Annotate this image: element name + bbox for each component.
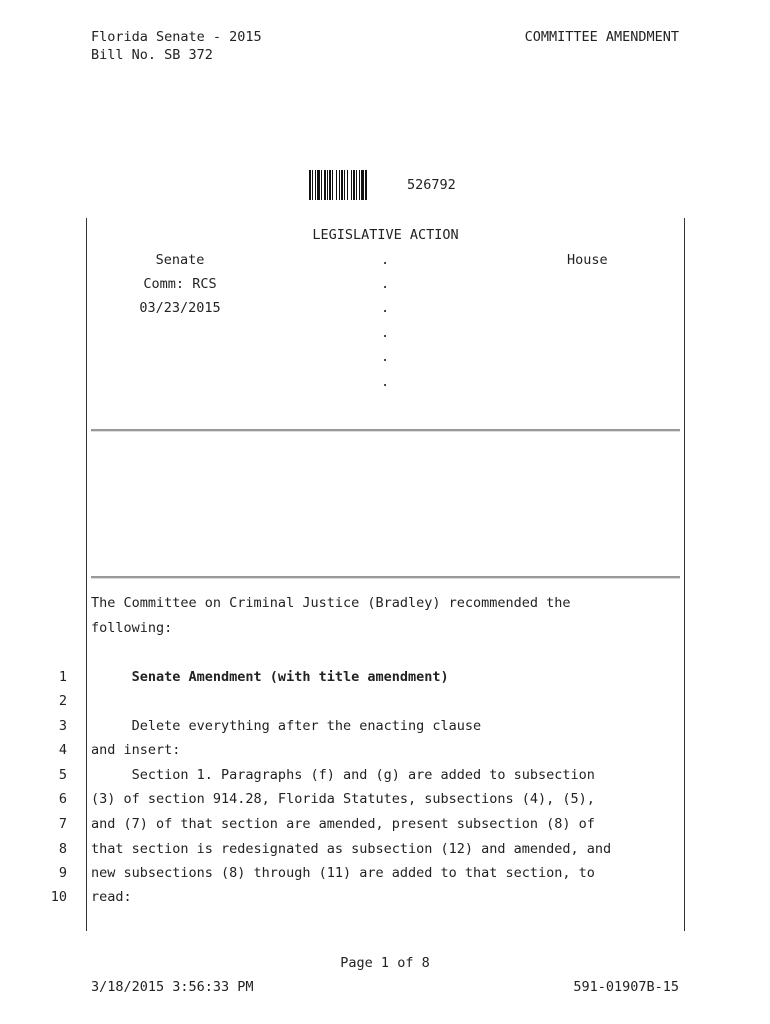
amendment-line: Delete everything after the enacting clause — [91, 718, 482, 734]
line-number: 3 — [58, 718, 67, 734]
line-number: 2 — [58, 693, 67, 709]
action-dot: . — [381, 349, 390, 365]
senate-action-date: 03/23/2015 — [139, 300, 221, 316]
senate-committee-action: Comm: RCS — [143, 276, 217, 292]
left-margin-line — [86, 218, 87, 931]
line-number: 9 — [58, 865, 67, 881]
section-divider-bottom — [91, 576, 680, 579]
amendment-line: and (7) of that section are amended, present subsection (8) of — [91, 816, 595, 832]
amendment-line: read: — [91, 889, 132, 905]
barcode-image — [309, 170, 401, 200]
section-divider-top — [91, 429, 680, 432]
amendment-heading: Senate Amendment (with title amendment) — [91, 669, 449, 685]
amendment-line: (3) of section 914.28, Florida Statutes, subsections (4), (5), — [91, 791, 595, 807]
action-dot: . — [381, 276, 390, 292]
legislative-action-title: LEGISLATIVE ACTION — [312, 227, 459, 243]
page-number: Page 1 of 8 — [340, 955, 430, 971]
senate-year: Florida Senate - 2015 — [91, 29, 262, 45]
line-number: 1 — [58, 669, 67, 685]
line-number: 6 — [58, 791, 67, 807]
footer-timestamp: 3/18/2015 3:56:33 PM — [91, 979, 254, 995]
intro-line: The Committee on Criminal Justice (Bradley) recommended the — [91, 595, 571, 611]
amendment-line: Section 1. Paragraphs (f) and (g) are added to subsection — [91, 767, 595, 783]
bill-number: Bill No. SB 372 — [91, 47, 213, 63]
line-number: 7 — [58, 816, 67, 832]
amendment-line: new subsections (8) through (11) are added to that section, to — [91, 865, 595, 881]
line-number: 4 — [58, 742, 67, 758]
action-dot: . — [381, 300, 390, 316]
intro-line: following: — [91, 620, 173, 636]
action-dot: . — [381, 252, 390, 268]
house-label: House — [567, 252, 608, 268]
footer-doc-id: 591-01907B-15 — [573, 979, 679, 995]
amendment-line: and insert: — [91, 742, 181, 758]
amendment-line: that section is redesignated as subsection (12) and amended, and — [91, 841, 612, 857]
action-dot: . — [381, 325, 390, 341]
amendment-type: COMMITTEE AMENDMENT — [524, 29, 679, 45]
line-number: 8 — [58, 841, 67, 857]
line-number: 5 — [58, 767, 67, 783]
barcode-number: 526792 — [407, 177, 456, 193]
action-dot: . — [381, 374, 390, 390]
line-number: 10 — [50, 889, 67, 905]
right-margin-line — [684, 218, 685, 931]
senate-label: Senate — [155, 252, 205, 268]
